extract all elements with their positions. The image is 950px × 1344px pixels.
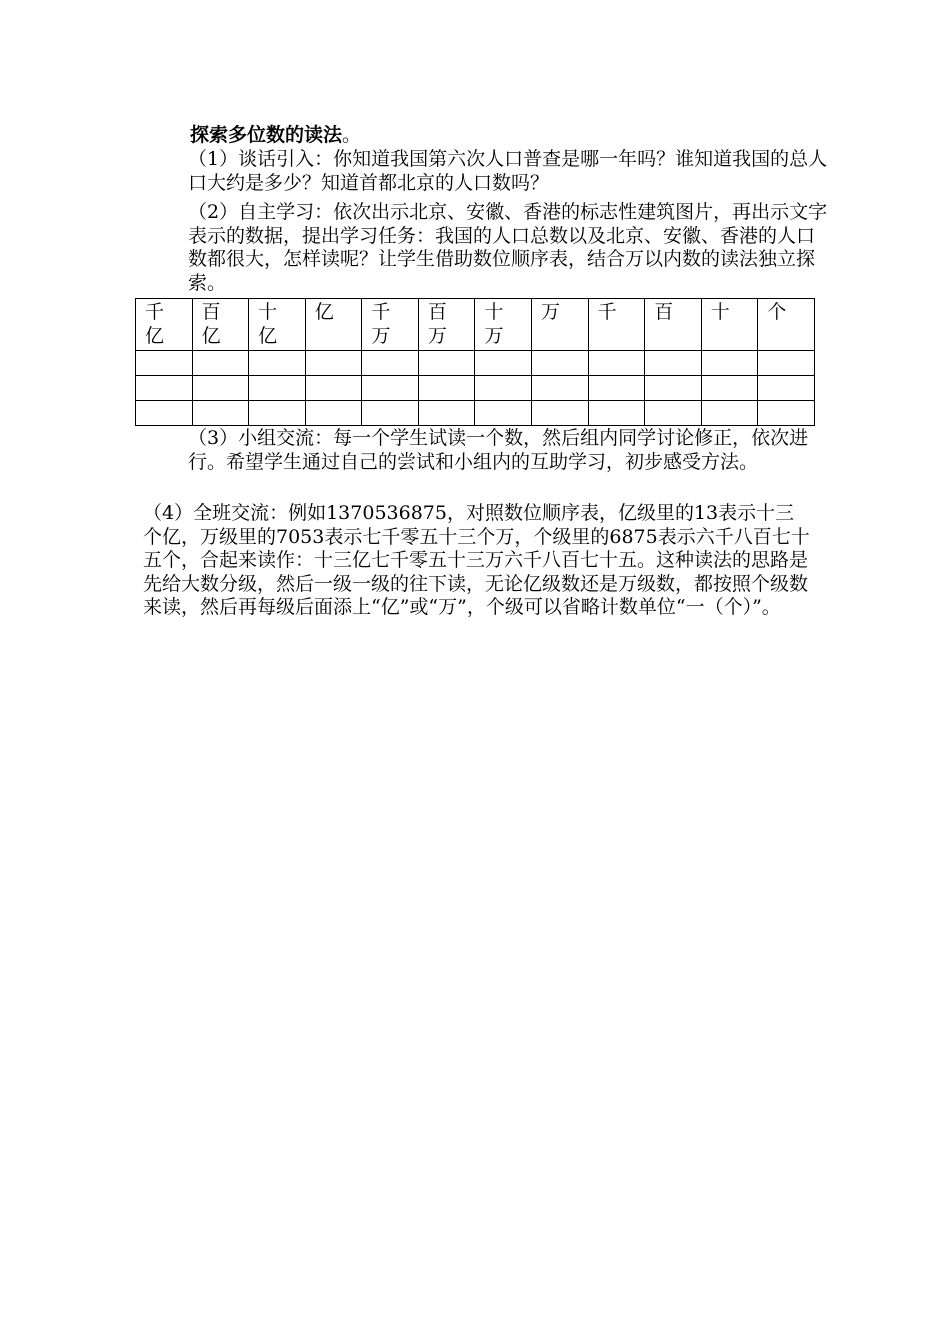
- table-cell: [701, 401, 758, 426]
- paragraph-3: [180, 427, 828, 474]
- header-cell-label: 百 万: [427, 301, 447, 347]
- table-cell: [588, 401, 645, 426]
- heading-title: 探索多位数的读法: [190, 124, 343, 146]
- table-cell: [532, 351, 589, 376]
- table-cell: [701, 376, 758, 401]
- header-cell-label: 十 亿: [258, 301, 278, 347]
- table-cell: [192, 376, 249, 401]
- table-cell: [532, 401, 589, 426]
- header-cell-label: 千 万: [371, 301, 391, 347]
- table-cell: [136, 376, 193, 401]
- paragraph-2-text: （2）自主学习：依次出示北京、安徽、香港的标志性建筑图片，再出示文字表示的数据，提出学习任务：我国的人口总数以及北京、安徽、香港的人口数都很大，怎样读呢？让学生借助数位顺序表，结合万以内数的读法独立探索。: [188, 201, 828, 294]
- header-cell-yi: [305, 299, 362, 351]
- header-cell-label: 个: [767, 301, 787, 323]
- table-cell: [758, 376, 815, 401]
- paragraph-4: [143, 502, 811, 620]
- table-cell: [249, 401, 306, 426]
- table-cell: [532, 376, 589, 401]
- table-cell: [758, 401, 815, 426]
- header-cell-label: 十 万: [484, 301, 504, 347]
- table-cell: [136, 401, 193, 426]
- header-cell-shiwan: [475, 299, 532, 351]
- header-cell-ge: [758, 299, 815, 351]
- table-cell: [249, 351, 306, 376]
- table-cell: [758, 351, 815, 376]
- table-cell: [362, 376, 419, 401]
- table-cell: [645, 376, 702, 401]
- table-cell: [645, 401, 702, 426]
- table-cell: [418, 351, 475, 376]
- place-value-header-row: [136, 299, 815, 351]
- header-cell-shi: [701, 299, 758, 351]
- table-cell: [192, 351, 249, 376]
- header-cell-bai: [645, 299, 702, 351]
- table-cell: [701, 351, 758, 376]
- table-cell: [418, 376, 475, 401]
- paragraph-1-text: （1）谈话引入：你知道我国第六次人口普查是哪一年吗？谁知道我国的总人口大约是多少？知道首都北京的人口数吗？: [188, 148, 828, 194]
- paragraph-4-text: （4）全班交流：例如1370536875，对照数位顺序表，亿级里的13表示十三个亿，万级里的7053表示七千零五十三个万，个级里的6875表示六千八百七十五个，合起来读作：十三亿七千零五十三万六千八百七十五。这种读法的思路是先给大数分级，然后一级一级的往下读，无论亿级数还是万级数，都按照个级数来读，然后再每级后面添上“亿”或“万”，个级可以省略计数单位“一（个）”。: [143, 502, 810, 618]
- header-cell-label: 百: [654, 301, 674, 323]
- header-cell-label: 亿: [314, 301, 334, 323]
- paragraph-1: [180, 148, 828, 195]
- table-cell: [362, 351, 419, 376]
- table-cell: [305, 351, 362, 376]
- header-cell-label: 千 亿: [145, 301, 165, 347]
- table-cell: [305, 376, 362, 401]
- header-cell-baiyi: [192, 299, 249, 351]
- table-cell: [475, 401, 532, 426]
- table-cell: [475, 351, 532, 376]
- header-cell-wan: [532, 299, 589, 351]
- header-cell-label: 十: [710, 301, 730, 323]
- heading-punct: 。: [342, 124, 362, 146]
- header-cell-qian: [588, 299, 645, 351]
- place-value-empty-row: [136, 376, 815, 401]
- table-cell: [249, 376, 306, 401]
- header-cell-label: 百 亿: [201, 301, 221, 347]
- paragraph-3-text: （3）小组交流：每一个学生试读一个数，然后组内同学讨论修正，依次进行。希望学生通过自己的尝试和小组内的互助学习，初步感受方法。: [188, 427, 809, 473]
- header-cell-qianwan: [362, 299, 419, 351]
- section-heading: [190, 124, 361, 148]
- table-cell: [192, 401, 249, 426]
- table-cell: [136, 351, 193, 376]
- table-cell: [418, 401, 475, 426]
- table-cell: [588, 376, 645, 401]
- header-cell-baiwan: [418, 299, 475, 351]
- paragraph-2: [180, 201, 828, 295]
- place-value-empty-row: [136, 351, 815, 376]
- header-cell-shiyi: [249, 299, 306, 351]
- table-cell: [305, 401, 362, 426]
- header-cell-qianyi: [136, 299, 193, 351]
- place-value-empty-row: [136, 401, 815, 426]
- header-cell-label: 千: [597, 301, 617, 323]
- table-cell: [362, 401, 419, 426]
- table-cell: [475, 376, 532, 401]
- header-cell-label: 万: [541, 301, 561, 323]
- table-cell: [645, 351, 702, 376]
- table-cell: [588, 351, 645, 376]
- place-value-table: [135, 298, 815, 426]
